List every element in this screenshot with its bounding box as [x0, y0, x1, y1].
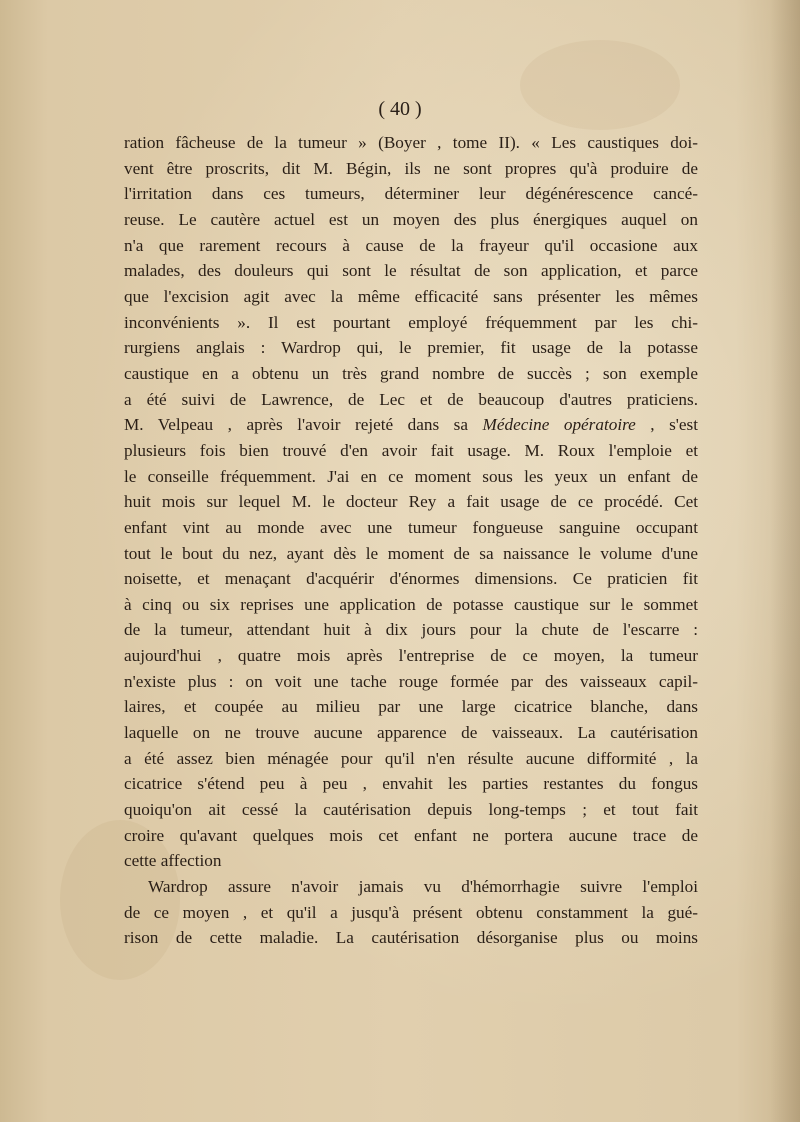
text-line: reuse. Le cautère actuel est un moyen des plus énergiques auquel on: [124, 209, 698, 229]
italic-title: Médecine opératoire: [482, 415, 636, 435]
text-line: [124, 412, 698, 438]
page-number: ( 40 ): [378, 98, 422, 120]
text-line: tout le bout du nez, ayant dès le moment de sa naissance le volume d'une: [124, 543, 698, 563]
text-line: rurgiens anglais : Wardrop qui, le premier, fit usage de la potasse: [124, 338, 698, 358]
text-segment: M. Velpeau , après l'avoir rejeté dans sa: [124, 415, 483, 435]
text-line: n'a que rarement recours à cause de la frayeur qu'il occasione aux: [124, 235, 698, 255]
text-line: malades, des douleurs qui sont le résultat de son application, et parce: [124, 261, 698, 281]
text-line: huit mois sur lequel M. le docteur Rey a fait usage de ce procédé. Cet: [124, 492, 698, 512]
text-line: a été assez bien ménagée pour qu'il n'en résulte aucune difformité , la: [124, 748, 698, 768]
text-line: croire qu'avant quelques mois cet enfant ne portera aucune trace de: [124, 825, 698, 845]
text-line: de la tumeur, attendant huit à dix jours pour la chute de l'escarre :: [124, 620, 698, 640]
text-line: laquelle on ne trouve aucune apparence de vaisseaux. La cautérisation: [124, 723, 698, 743]
text-line: aujourd'hui , quatre mois après l'entreprise de ce moyen, la tumeur: [124, 646, 698, 666]
text-line: cicatrice s'étend peu à peu , envahit les parties restantes du fongus: [124, 774, 698, 794]
paragraph: [124, 874, 698, 951]
text-line: n'existe plus : on voit une tache rouge formée par des vaisseaux capil-: [124, 671, 698, 691]
text-line: vent être proscrits, dit M. Bégin, ils ne sont propres qu'à produire de: [124, 158, 698, 178]
text-line: que l'excision agit avec la même efficacité sans présenter les mêmes: [124, 286, 698, 306]
body-text: [124, 130, 698, 951]
text-line: quoiqu'on ait cessé la cautérisation depuis long-temps ; et tout fait: [124, 800, 698, 820]
text-line: laires, et coupée au milieu par une large cicatrice blanche, dans: [124, 697, 698, 717]
text-line: cette affection: [124, 851, 222, 871]
text-line: Wardrop assure n'avoir jamais vu d'hémorrhagie suivre l'emploi: [148, 877, 698, 897]
text-line: caustique en a obtenu un très grand nombre de succès ; son exemple: [124, 363, 698, 383]
text-line: a été suivi de Lawrence, de Lec et de beaucoup d'autres praticiens.: [124, 389, 698, 409]
text-line: inconvénients ». Il est pourtant employé fréquemment par les chi-: [124, 312, 698, 332]
text-line: de ce moyen , et qu'il a jusqu'à présent obtenu constamment la gué-: [124, 902, 698, 922]
text-line: à cinq ou six reprises une application de potasse caustique sur le sommet: [124, 594, 698, 614]
text-line: ration fâcheuse de la tumeur » (Boyer , tome II). « Les caustiques doi-: [124, 133, 698, 152]
page-edge-shadow: [770, 0, 800, 1122]
paragraph: [124, 130, 698, 874]
text-line: plusieurs fois bien trouvé d'en avoir fait usage. M. Roux l'emploie et: [124, 440, 698, 460]
text-line: noisette, et menaçant d'acquérir d'énormes dimensions. Ce praticien fit: [124, 569, 698, 589]
text-segment: , s'est: [635, 415, 698, 435]
text-line: l'irritation dans ces tumeurs, déterminer leur dégénérescence cancé-: [124, 184, 698, 204]
text-line: enfant vint au monde avec une tumeur fongueuse sanguine occupant: [124, 517, 698, 537]
text-line: le conseille fréquemment. J'ai en ce moment sous les yeux un enfant de: [124, 466, 698, 486]
text-line: rison de cette maladie. La cautérisation désorganise plus ou moins: [124, 928, 698, 948]
